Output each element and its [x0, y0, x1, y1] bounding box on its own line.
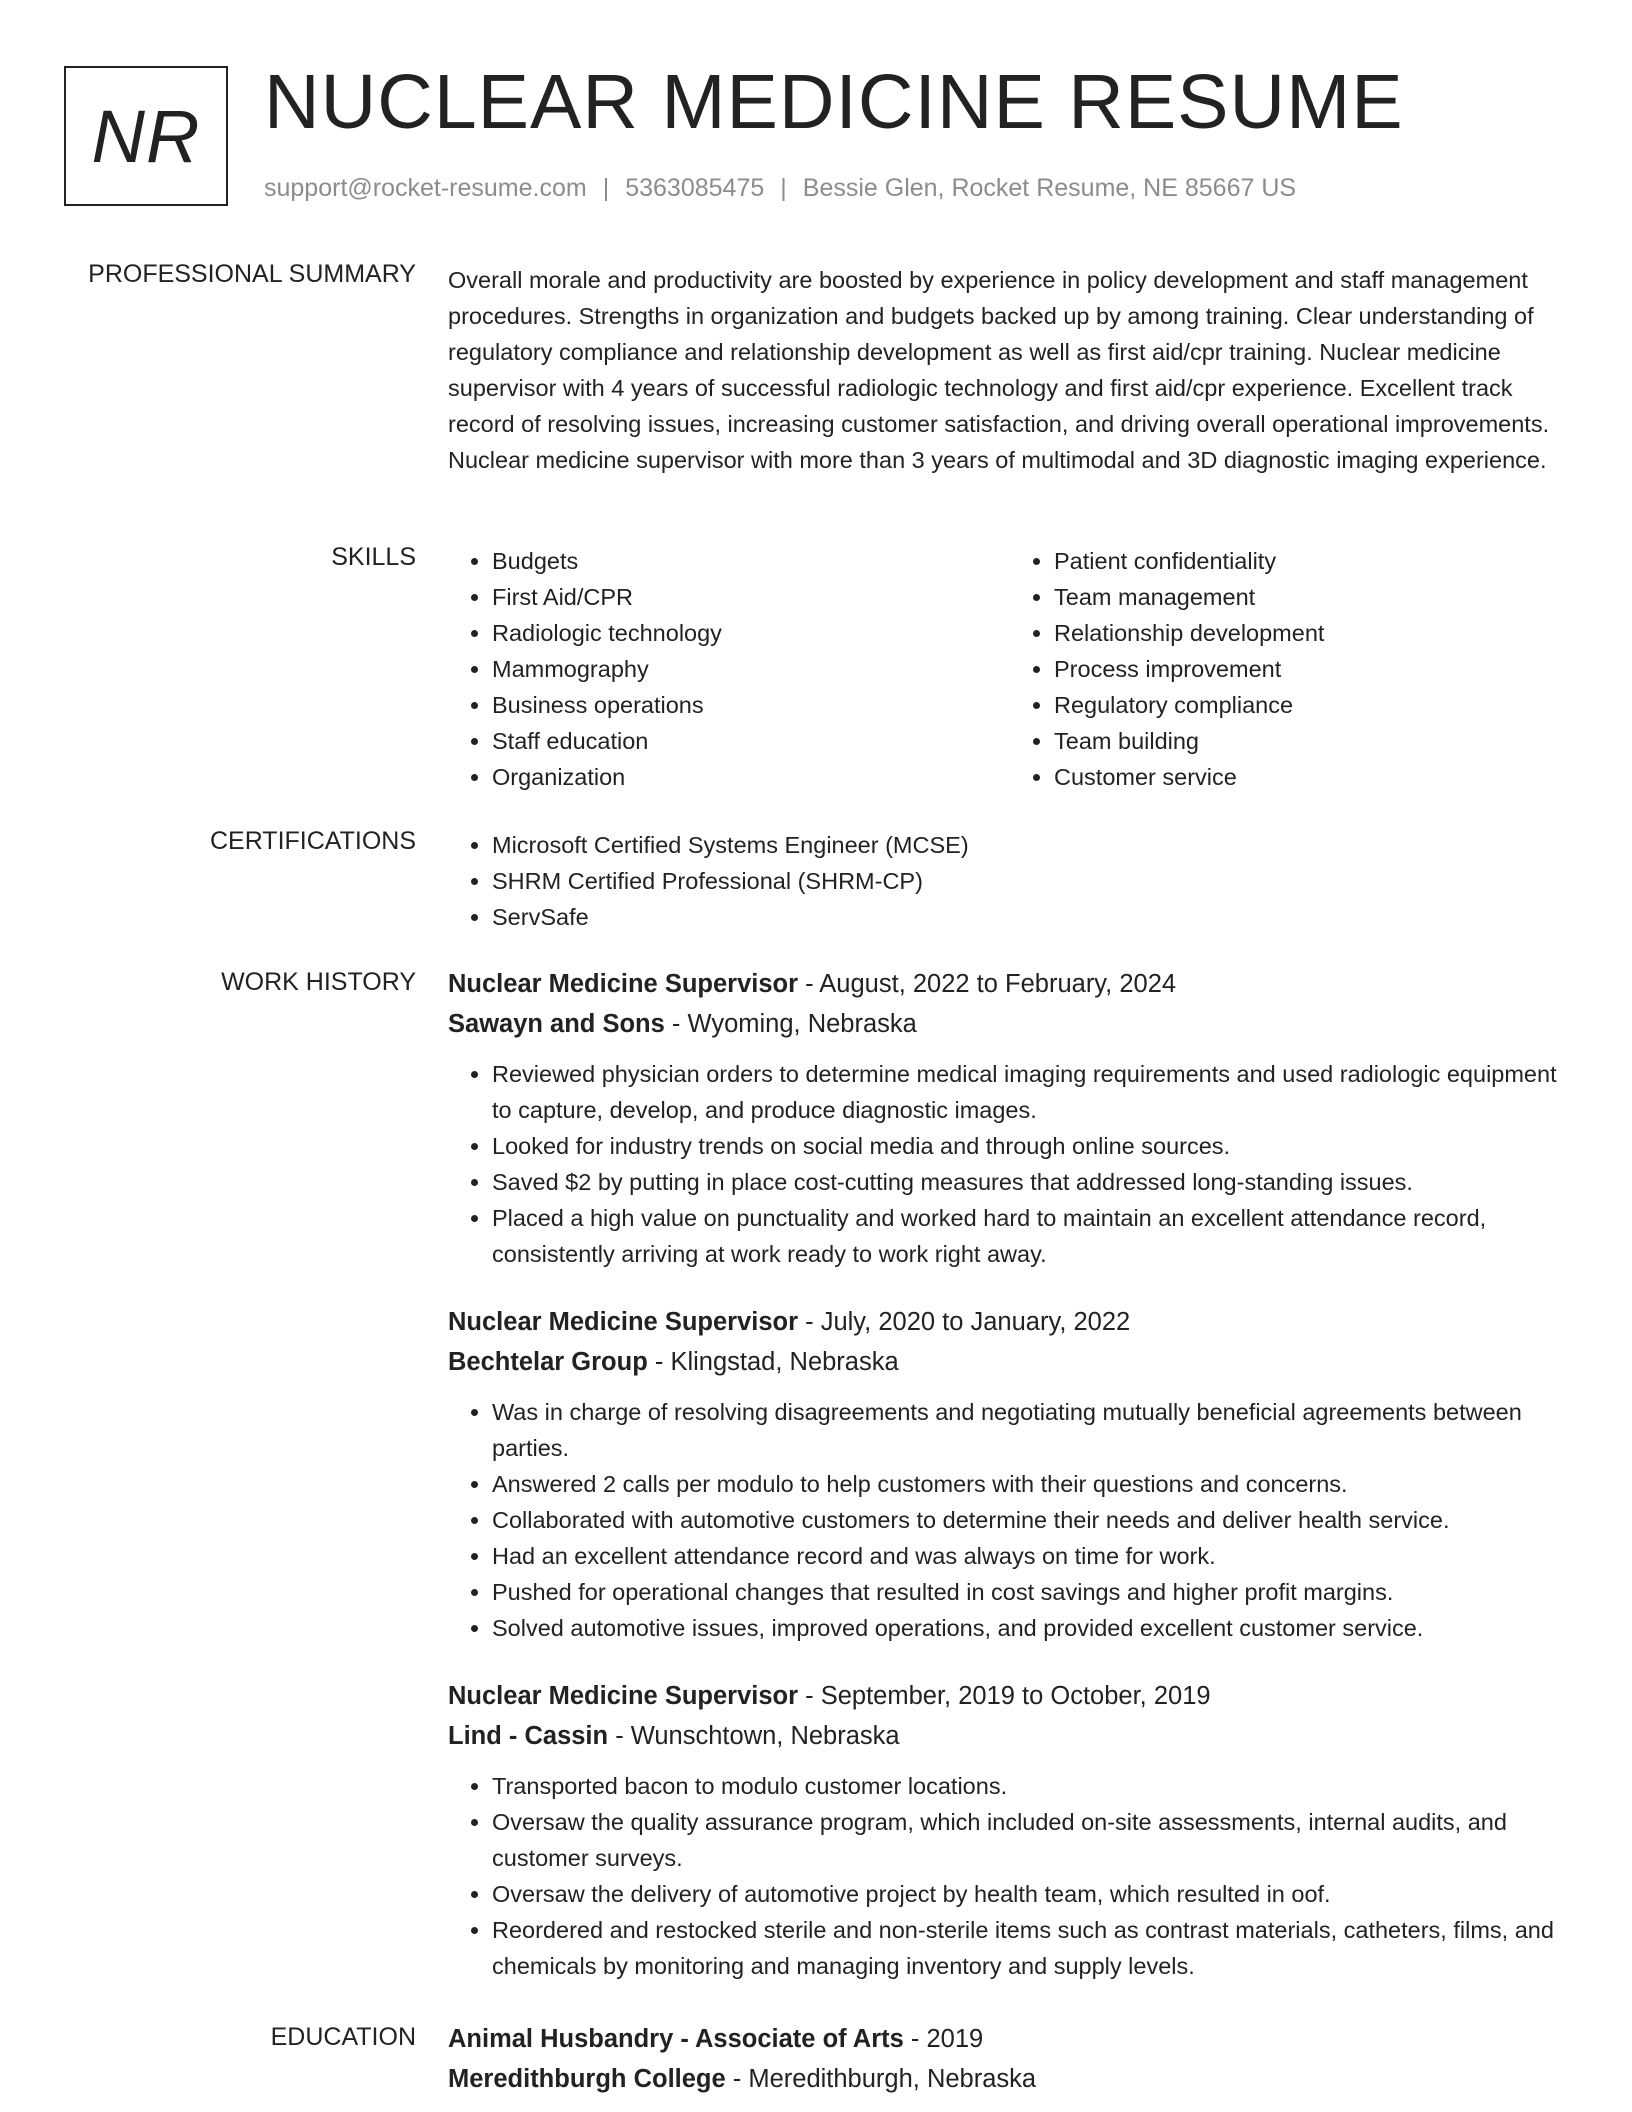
job-company-line: [448, 1342, 1572, 1382]
job-location: - Klingstad, Nebraska: [647, 1348, 899, 1376]
skill-item: • Patient confidentiality: [1054, 543, 1572, 579]
job-bullet: • Had an excellent attendance record and was always on time for work.: [492, 1538, 1572, 1574]
job-bullet: • Reordered and restocked sterile and non-sterile items such as contrast materials, catheters, films, and chemicals by monitoring and managing inventory and supply levels.: [492, 1912, 1572, 1984]
job-bullets: [448, 1056, 1572, 1272]
skill-item: • Process improvement: [1054, 651, 1572, 687]
skill-item: • Team management: [1054, 579, 1572, 615]
section-label-work-history: WORK HISTORY: [221, 968, 416, 996]
job-bullet: • Saved $2 by putting in place cost-cutting measures that addressed long-standing issues.: [492, 1164, 1572, 1200]
job-company-line: [448, 1716, 1572, 1756]
contact-line: [264, 174, 1296, 203]
section-label-education: EDUCATION: [270, 2023, 416, 2051]
certification-item: • SHRM Certified Professional (SHRM-CP): [492, 863, 1572, 899]
skill-item: • Team building: [1054, 723, 1572, 759]
contact-email: support@rocket-resume.com: [264, 174, 587, 202]
job-bullet: • Oversaw the delivery of automotive project by health team, which resulted in oof.: [492, 1876, 1572, 1912]
job-bullet: • Answered 2 calls per modulo to help customers with their questions and concerns.: [492, 1466, 1572, 1502]
job-company-line: [448, 1004, 1572, 1044]
job-bullet: • Reviewed physician orders to determine medical imaging requirements and used radiologic equipment to capture, develop, and produce diagnostic images.: [492, 1056, 1572, 1128]
monogram-badge: [64, 66, 228, 206]
summary-text: Overall morale and productivity are boosted by experience in policy development and staff management procedures. Strengths in organization and budgets backed up by among training. Clear understanding of regulatory compliance and relationship development as well as first aid/cpr training. Nuclear medicine supervisor with 4 years of successful radiologic technology and first aid/cpr experience. Excellent track record of resolving issues, increasing customer satisfaction, and driving overall operational improvements. Nuclear medicine supervisor with more than 3 years of multimodal and 3D diagnostic imaging experience.: [448, 267, 1550, 473]
job-title: Nuclear Medicine Supervisor: [448, 1682, 799, 1710]
contact-separator: |: [780, 174, 787, 202]
contact-address: Bessie Glen, Rocket Resume, NE 85667 US: [802, 174, 1297, 202]
skill-item: • Customer service: [1054, 759, 1572, 795]
job-company: Sawayn and Sons: [448, 1010, 665, 1038]
monogram-text: NR: [91, 94, 201, 178]
education-school-line: [448, 2059, 1572, 2099]
skill-item: • Budgets: [492, 543, 1010, 579]
job-heading: [448, 1676, 1572, 1716]
job-location: - Wunschtown, Nebraska: [608, 1722, 900, 1750]
job-entry: [448, 964, 1572, 1272]
job-bullets: [448, 1768, 1572, 1984]
contact-phone: 5363085475: [625, 174, 765, 202]
certification-item: • Microsoft Certified Systems Engineer (MCSE): [492, 827, 1572, 863]
job-dates: - August, 2022 to February, 2024: [798, 970, 1177, 998]
job-title: Nuclear Medicine Supervisor: [448, 970, 799, 998]
job-dates: - September, 2019 to October, 2019: [798, 1682, 1211, 1710]
skill-item: • First Aid/CPR: [492, 579, 1010, 615]
job-bullet: • Looked for industry trends on social media and through online sources.: [492, 1128, 1572, 1164]
job-entry: [448, 1676, 1572, 1984]
contact-separator: |: [602, 174, 610, 202]
job-title: Nuclear Medicine Supervisor: [448, 1308, 799, 1336]
job-location: - Wyoming, Nebraska: [664, 1010, 917, 1038]
skills-list-right: [1010, 543, 1572, 795]
job-bullet: • Collaborated with automotive customers to determine their needs and deliver health service.: [492, 1502, 1572, 1538]
job-bullet: • Oversaw the quality assurance program, which included on-site assessments, internal audits, and customer surveys.: [492, 1804, 1572, 1876]
education-heading: [448, 2019, 1572, 2059]
skill-item: • Relationship development: [1054, 615, 1572, 651]
skill-item: • Regulatory compliance: [1054, 687, 1572, 723]
skill-item: • Mammography: [492, 651, 1010, 687]
section-label-skills: SKILLS: [331, 543, 416, 571]
education-year: - 2019: [903, 2025, 984, 2053]
job-heading: [448, 1302, 1572, 1342]
job-company: Bechtelar Group: [448, 1348, 648, 1376]
job-heading: [448, 964, 1572, 1004]
section-label-summary: PROFESSIONAL SUMMARY: [88, 260, 416, 288]
job-bullet: • Pushed for operational changes that resulted in cost savings and higher profit margins.: [492, 1574, 1572, 1610]
skill-item: • Organization: [492, 759, 1010, 795]
skill-item: • Staff education: [492, 723, 1010, 759]
section-label-certifications: CERTIFICATIONS: [209, 827, 416, 855]
job-entry: [448, 1302, 1572, 1646]
job-bullet: • Solved automotive issues, improved operations, and provided excellent customer service.: [492, 1610, 1572, 1646]
job-bullet: • Was in charge of resolving disagreements and negotiating mutually beneficial agreements between parties.: [492, 1394, 1572, 1466]
job-bullet: • Transported bacon to modulo customer locations.: [492, 1768, 1572, 1804]
education-school: Meredithburgh College: [448, 2065, 726, 2093]
skill-item: • Business operations: [492, 687, 1010, 723]
job-bullet: • Placed a high value on punctuality and worked hard to maintain an excellent attendance record, consistently arriving at work ready to work right away.: [492, 1200, 1572, 1272]
job-company: Lind - Cassin: [448, 1722, 609, 1750]
job-dates: - July, 2020 to January, 2022: [798, 1308, 1131, 1336]
resume-title: NUCLEAR MEDICINE RESUME: [264, 59, 1404, 145]
skill-item: • Radiologic technology: [492, 615, 1010, 651]
education-location: - Meredithburgh, Nebraska: [725, 2065, 1037, 2093]
certifications-list: [448, 827, 1572, 935]
education-degree: Animal Husbandry - Associate of Arts: [448, 2025, 904, 2053]
certification-item: • ServSafe: [492, 899, 1572, 935]
job-bullets: [448, 1394, 1572, 1646]
skills-list-left: [448, 543, 1010, 795]
